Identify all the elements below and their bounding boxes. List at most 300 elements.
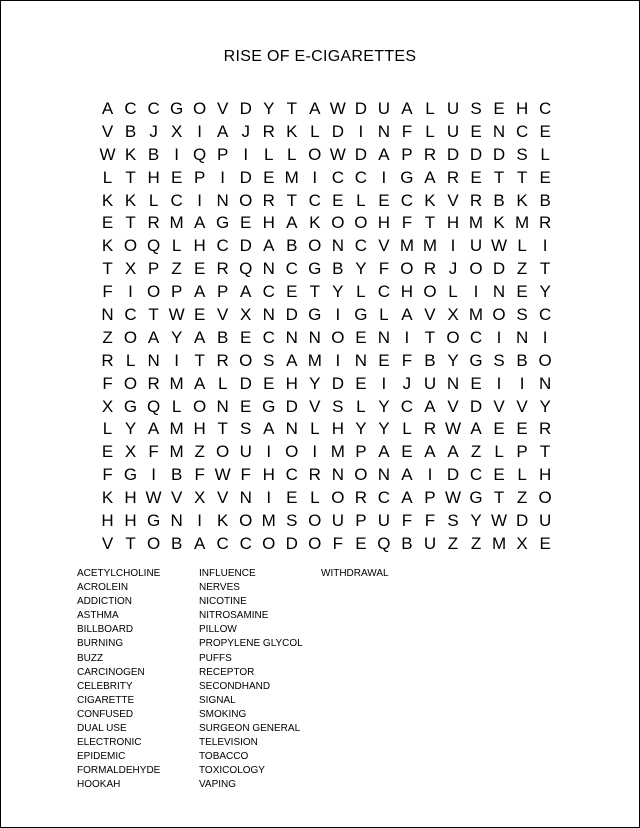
grid-letter: W [329,98,346,118]
grid-letter: I [404,327,410,347]
grid-letter: C [538,304,552,324]
grid-letter: I [381,167,387,187]
grid-letter: C [147,98,160,118]
grid-letter: N [331,236,344,256]
grid-letter: L [402,419,412,439]
grid-letter: O [146,282,161,302]
grid-letter: U [331,510,344,530]
word-column [77,567,199,793]
grid-letter: H [193,236,206,256]
grid-letter: E [355,373,367,393]
grid-letter: A [240,282,252,302]
grid-letter: O [123,236,138,256]
grid-letter: Q [193,144,207,164]
grid-letter: L [356,190,366,210]
grid-letter: O [492,304,506,324]
grid-letter: E [240,213,252,233]
grid-letter: Y [263,98,275,118]
grid-letter: C [377,282,391,302]
grid-row [96,143,557,166]
grid-letter: A [401,304,413,324]
grid-letter: F [194,465,205,485]
grid-letter: W [491,236,508,256]
grid-letter: O [239,510,253,530]
grid-letter: X [101,396,114,416]
grid-letter: N [262,259,275,279]
grid-letter: I [427,465,433,485]
grid-letter: O [146,533,161,553]
grid-letter: M [468,304,484,324]
grid-letter: C [354,236,367,256]
grid-letter: A [147,327,160,347]
word-list-item: ACROLEIN [77,582,129,594]
grid-letter: E [332,190,344,210]
grid-letter: N [216,190,229,210]
grid-letter: Y [447,350,459,370]
grid-letter: Q [146,396,161,416]
grid-letter: A [309,98,321,118]
grid-letter: H [147,167,160,187]
grid-letter: A [424,442,436,462]
grid-letter: E [378,350,390,370]
grid-letter: C [515,121,529,141]
grid-letter: E [101,213,114,233]
grid-letter: C [216,533,229,553]
grid-letter: A [193,373,206,393]
grid-letter: V [217,488,229,508]
grid-letter: E [470,373,482,393]
word-list-item: BILLBOARD [77,624,134,636]
grid-letter: E [539,167,551,187]
grid-letter: R [308,465,321,485]
grid-letter: X [124,442,137,462]
word-list-item: FORMALDEHYDE [77,765,161,777]
grid-letter: F [424,510,436,530]
grid-letter: K [516,190,528,210]
grid-letter: Y [355,259,367,279]
grid-letter: N [377,327,391,347]
grid-row [96,326,557,349]
grid-row [96,303,557,326]
grid-row [96,395,557,418]
grid-letter: Z [516,259,528,279]
grid-letter: G [400,167,414,187]
grid-letter: Y [378,419,390,439]
grid-letter: T [309,282,320,302]
grid-letter: B [124,121,137,141]
grid-letter: T [102,259,113,279]
grid-letter: G [123,396,138,416]
grid-letter: C [469,465,483,485]
grid-letter: E [286,282,298,302]
grid-row [96,463,557,486]
grid-letter: H [262,213,275,233]
grid-letter: E [539,121,551,141]
word-list-item: NITROSAMINE [199,610,269,622]
grid-letter: H [285,373,298,393]
word-list-item: DUAL USE [77,723,127,735]
grid-letter: I [542,236,548,256]
grid-letter: S [493,350,505,370]
grid-letter: L [356,282,366,302]
word-list-item: PROPYLENE GLYCOL [199,638,303,650]
grid-letter: L [448,282,458,302]
grid-letter: M [169,213,184,233]
grid-letter: C [377,488,391,508]
word-list-item: ELECTRONIC [77,737,142,749]
grid-letter: L [287,144,297,164]
word-list-item: TOXICOLOGY [199,765,265,777]
grid-letter: B [332,259,344,279]
grid-letter: L [310,419,320,439]
grid-letter: R [469,190,483,210]
grid-letter: L [425,98,435,118]
grid-letter: I [381,373,387,393]
grid-letter: U [446,98,460,118]
grid-letter: C [170,190,183,210]
grid-letter: A [286,350,298,370]
grid-letter: D [285,396,298,416]
grid-letter: R [423,419,437,439]
grid-letter: L [379,304,389,324]
word-list-item: TOBACCO [199,751,249,763]
grid-letter: A [401,465,413,485]
grid-letter: W [491,510,508,530]
word-list-item: PILLOW [199,624,237,636]
grid-letter: L [425,121,435,141]
word-list-item: BURNING [77,638,124,650]
grid-letter: Z [171,259,182,279]
grid-letter: S [286,510,298,530]
grid-letter: E [101,442,114,462]
grid-letter: O [331,213,345,233]
grid-letter: V [170,488,183,508]
grid-letter: Y [539,396,551,416]
grid-row [96,349,557,372]
grid-letter: I [450,236,456,256]
grid-letter: I [519,373,525,393]
grid-letter: E [493,98,505,118]
grid-letter: K [493,213,505,233]
grid-letter: D [239,373,252,393]
grid-letter: Y [378,396,390,416]
grid-letter: Q [239,259,253,279]
grid-letter: W [444,488,461,508]
grid-letter: P [516,442,528,462]
grid-letter: N [216,396,229,416]
grid-letter: Z [470,533,482,553]
grid-letter: T [539,442,551,462]
grid-letter: O [331,488,345,508]
grid-letter: R [147,213,160,233]
grid-letter: C [469,327,483,347]
grid-letter: U [423,373,437,393]
grid-letter: D [331,121,344,141]
grid-letter: I [197,510,202,530]
grid-letter: N [492,282,506,302]
grid-letter: P [147,259,160,279]
grid-letter: W [329,144,346,164]
grid-letter: O [354,213,368,233]
grid-letter: K [217,510,229,530]
grid-letter: E [170,167,183,187]
grid-letter: A [470,419,482,439]
grid-letter: F [240,465,251,485]
grid-letter: D [515,510,529,530]
word-list-item: HOOKAH [77,779,121,791]
grid-letter: G [308,304,322,324]
grid-letter: A [193,282,206,302]
grid-letter: Q [377,533,391,553]
grid-letter: E [470,121,482,141]
grid-letter: V [516,396,528,416]
page-title: RISE OF E-CIGARETTES [223,48,417,65]
grid-letter: G [123,465,138,485]
grid-letter: H [331,419,344,439]
grid-letter: A [424,167,436,187]
grid-row [96,509,557,532]
grid-letter: D [239,98,252,118]
grid-letter: N [377,465,391,485]
grid-letter: V [493,396,505,416]
grid-row [96,280,557,303]
grid-letter: H [515,98,529,118]
word-list-item: TELEVISION [199,737,258,749]
grid-letter: D [492,259,506,279]
grid-letter: F [401,213,413,233]
grid-letter: O [308,510,322,530]
grid-letter: E [240,396,252,416]
grid-letter: T [493,488,505,508]
grid-letter: C [262,327,275,347]
grid-letter: C [124,98,137,118]
word-list-item: ASTHMA [77,610,119,622]
grid-row [96,120,557,143]
grid-letter: I [496,327,502,347]
grid-letter: G [469,488,483,508]
grid-letter: U [538,510,552,530]
grid-letter: N [101,304,114,324]
grid-letter: O [308,533,322,553]
grid-letter: R [262,121,275,141]
grid-letter: A [378,144,390,164]
grid-letter: E [516,419,528,439]
grid-letter: E [401,442,413,462]
grid-letter: A [193,213,206,233]
grid-letter: L [171,236,182,256]
grid-letter: A [401,98,413,118]
grid-letter: E [286,488,298,508]
grid-letter: L [356,396,366,416]
grid-letter: Z [470,442,482,462]
grid-letter: G [216,213,230,233]
grid-letter: C [538,98,552,118]
word-list-item: WITHDRAWAL [321,568,389,579]
grid-letter: O [446,327,460,347]
grid-letter: E [470,167,482,187]
grid-letter: I [312,442,318,462]
grid-letter: C [354,167,367,187]
grid-letter: D [492,144,506,164]
grid-letter: R [147,373,160,393]
grid-letter: K [124,190,137,210]
grid-letter: G [169,98,184,118]
grid-letter: W [214,465,231,485]
grid-letter: L [125,350,136,370]
grid-letter: R [538,213,552,233]
word-list-item: NICOTINE [199,596,247,608]
grid-letter: N [239,488,252,508]
grid-letter: O [308,144,322,164]
grid-letter: C [400,190,414,210]
grid-letter: J [149,121,158,141]
grid-letter: A [147,419,160,439]
grid-letter: N [147,350,160,370]
grid-letter: F [148,442,159,462]
word-list-item: SIGNAL [199,694,236,706]
grid-letter: P [193,167,206,187]
grid-row [96,234,557,257]
grid-letter: F [401,510,413,530]
grid-letter: A [401,488,413,508]
grid-letter: H [193,419,206,439]
grid-letter: C [285,465,298,485]
grid-letter: O [285,442,299,462]
grid-letter: O [331,327,345,347]
grid-letter: V [101,533,114,553]
grid-letter: A [263,419,275,439]
grid-letter: H [262,465,275,485]
grid-letter: O [538,488,552,508]
grid-letter: I [266,488,272,508]
grid-letter: N [285,327,298,347]
grid-letter: E [263,167,275,187]
grid-letter: J [402,373,412,393]
grid-letter: C [331,167,344,187]
grid-letter: N [170,510,183,530]
grid-letter: P [355,442,367,462]
grid-letter: F [332,533,344,553]
grid-letter: B [401,533,413,553]
grid-letter: E [355,533,367,553]
grid-row [96,189,557,212]
grid-letter: A [447,442,459,462]
grid-letter: P [424,488,436,508]
grid-letter: D [446,465,460,485]
grid-letter: I [358,121,364,141]
grid-letter: E [378,190,390,210]
grid-letter: U [239,442,252,462]
word-list-item: BUZZ [77,652,104,664]
grid-letter: K [309,213,321,233]
word-list-item: PUFFS [199,652,232,664]
grid-letter: E [263,373,275,393]
grid-letter: Z [447,533,459,553]
grid-letter: T [217,419,228,439]
grid-letter: I [312,167,318,187]
grid-letter: N [354,350,367,370]
grid-letter: C [239,533,252,553]
grid-letter: I [151,465,156,485]
grid-letter: S [516,304,528,324]
grid-letter: T [286,190,297,210]
grid-letter: H [400,282,414,302]
grid-letter: O [239,190,253,210]
grid-letter: B [147,144,160,164]
grid-letter: B [170,533,183,553]
word-list-item: RECEPTOR [199,666,255,678]
grid-letter: F [401,350,413,370]
grid-row [96,257,557,280]
grid-letter: S [263,350,275,370]
grid-letter: I [220,167,226,187]
grid-letter: H [538,465,552,485]
grid-letter: C [262,282,275,302]
grid-letter: C [308,190,321,210]
word-list-item: SMOKING [199,708,247,720]
grid-letter: B [539,190,551,210]
grid-letter: M [307,350,322,370]
grid-letter: C [285,259,298,279]
grid-row [96,166,557,189]
word-list-item: SURGEON GENERAL [199,723,301,735]
grid-letter: M [514,213,530,233]
grid-letter: D [239,236,252,256]
grid-letter: V [309,396,321,416]
grid-letter: F [378,259,390,279]
grid-letter: N [331,465,344,485]
word-column [199,567,321,793]
grid-letter: H [446,213,460,233]
grid-letter: S [447,510,459,530]
grid-letter: O [262,533,276,553]
grid-letter: M [261,510,276,530]
grid-letter: L [264,144,274,164]
grid-letter: I [174,350,179,370]
grid-letter: O [216,442,230,462]
grid-letter: K [424,190,436,210]
grid-letter: O [469,259,483,279]
grid-letter: W [99,144,116,164]
grid-letter: I [174,144,179,164]
grid-letter: M [284,167,299,187]
grid-letter: L [517,236,527,256]
grid-letter: A [193,533,206,553]
word-list [77,567,389,793]
grid-letter: H [124,510,137,530]
grid-letter: O [193,396,207,416]
grid-letter: C [400,396,414,416]
grid-letter: F [401,121,413,141]
grid-letter: E [193,304,206,324]
grid-letter: Q [146,236,161,256]
grid-letter: U [423,533,437,553]
grid-letter: W [444,419,461,439]
grid-letter: B [493,190,505,210]
word-list-item: VAPING [199,779,237,791]
grid-letter: C [216,236,229,256]
grid-letter: H [377,213,391,233]
grid-letter: X [170,121,183,141]
grid-letter: I [243,144,249,164]
grid-letter: M [399,236,414,256]
grid-letter: S [470,98,482,118]
grid-letter: F [102,465,113,485]
grid-letter: T [148,304,159,324]
grid-letter: P [401,144,413,164]
grid-letter: L [310,121,320,141]
word-list-item: SECONDHAND [199,680,271,692]
